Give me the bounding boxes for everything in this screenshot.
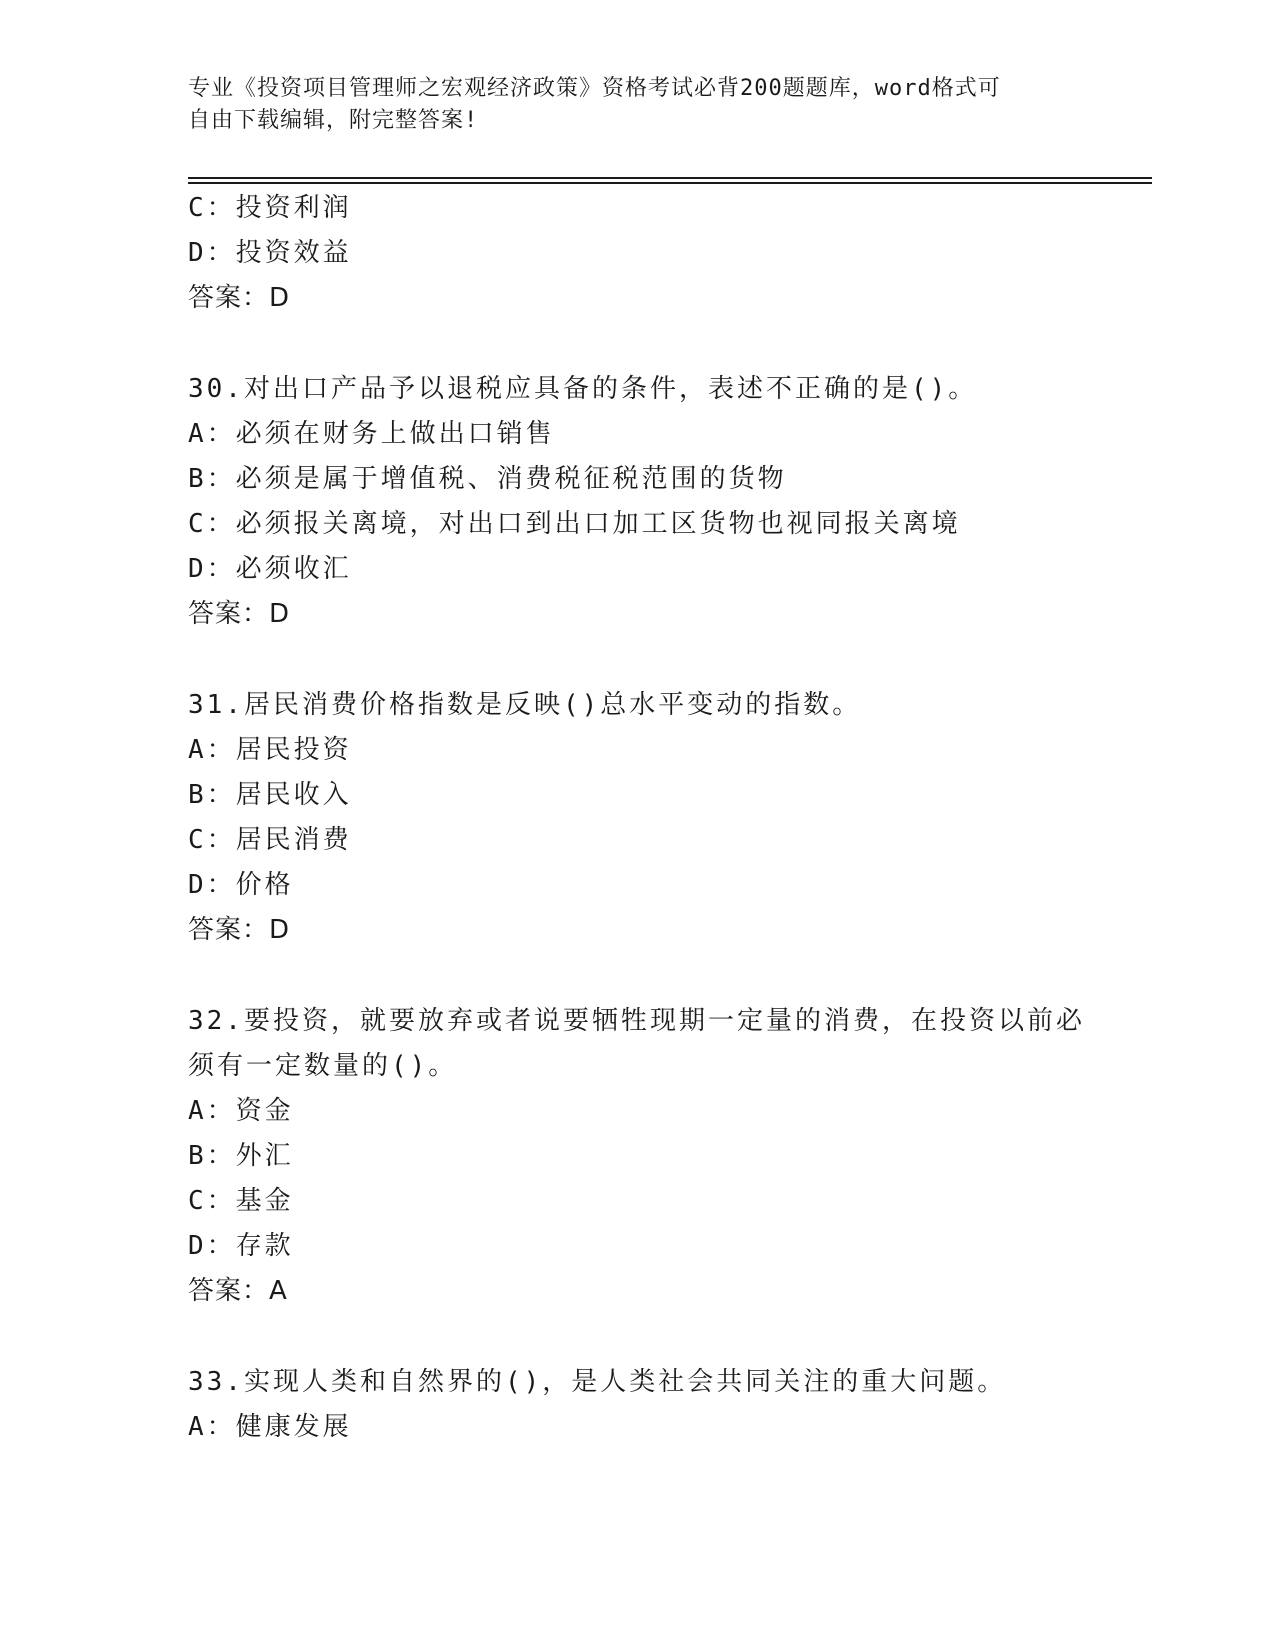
q33-stem: 33.实现人类和自然界的()，是人类社会共同关注的重大问题。	[188, 1367, 1007, 1397]
q31-option-a: A：居民投资	[188, 735, 352, 765]
q30-option-d: D：必须收汇	[188, 554, 352, 584]
q32-answer: 答案：A	[188, 1276, 288, 1306]
q32-option-d: D：存款	[188, 1231, 294, 1261]
q32-option-a: A：资金	[188, 1096, 294, 1126]
q31-option-b: B：居民收入	[188, 780, 352, 810]
q30-stem: 30.对出口产品予以退税应具备的条件，表述不正确的是()。	[188, 374, 978, 404]
q30-option-a: A：必须在财务上做出口销售	[188, 419, 555, 449]
q31-option-c: C：居民消费	[188, 825, 352, 855]
prev-option-d: D：投资效益	[188, 238, 352, 268]
q32-option-c: C：基金	[188, 1186, 294, 1216]
q33-option-a: A：健康发展	[188, 1412, 352, 1442]
q31-option-d: D：价格	[188, 870, 294, 900]
q30-option-b: B：必须是属于增值税、消费税征税范围的货物	[188, 464, 787, 494]
q32-stem-line-2: 须有一定数量的()。	[188, 1051, 458, 1081]
prev-option-c: C：投资利润	[188, 193, 352, 223]
q30-answer: 答案：D	[188, 599, 291, 629]
q32-stem-line-1: 32.要投资，就要放弃或者说要牺牲现期一定量的消费，在投资以前必	[188, 1006, 1085, 1036]
prev-answer: 答案：D	[188, 283, 291, 313]
header-divider-bottom	[188, 182, 1152, 184]
header-line-1: 专业《投资项目管理师之宏观经济政策》资格考试必背200题题库，word格式可	[188, 76, 1001, 101]
header-line-2: 自由下载编辑，附完整答案!	[188, 108, 479, 133]
document-header	[188, 73, 1068, 137]
q32-option-b: B：外汇	[188, 1141, 294, 1171]
q31-stem: 31.居民消费价格指数是反映()总水平变动的指数。	[188, 690, 862, 720]
header-divider-top	[188, 177, 1152, 179]
q31-answer: 答案：D	[188, 915, 291, 945]
q30-option-c: C：必须报关离境，对出口到出口加工区货物也视同报关离境	[188, 509, 961, 539]
